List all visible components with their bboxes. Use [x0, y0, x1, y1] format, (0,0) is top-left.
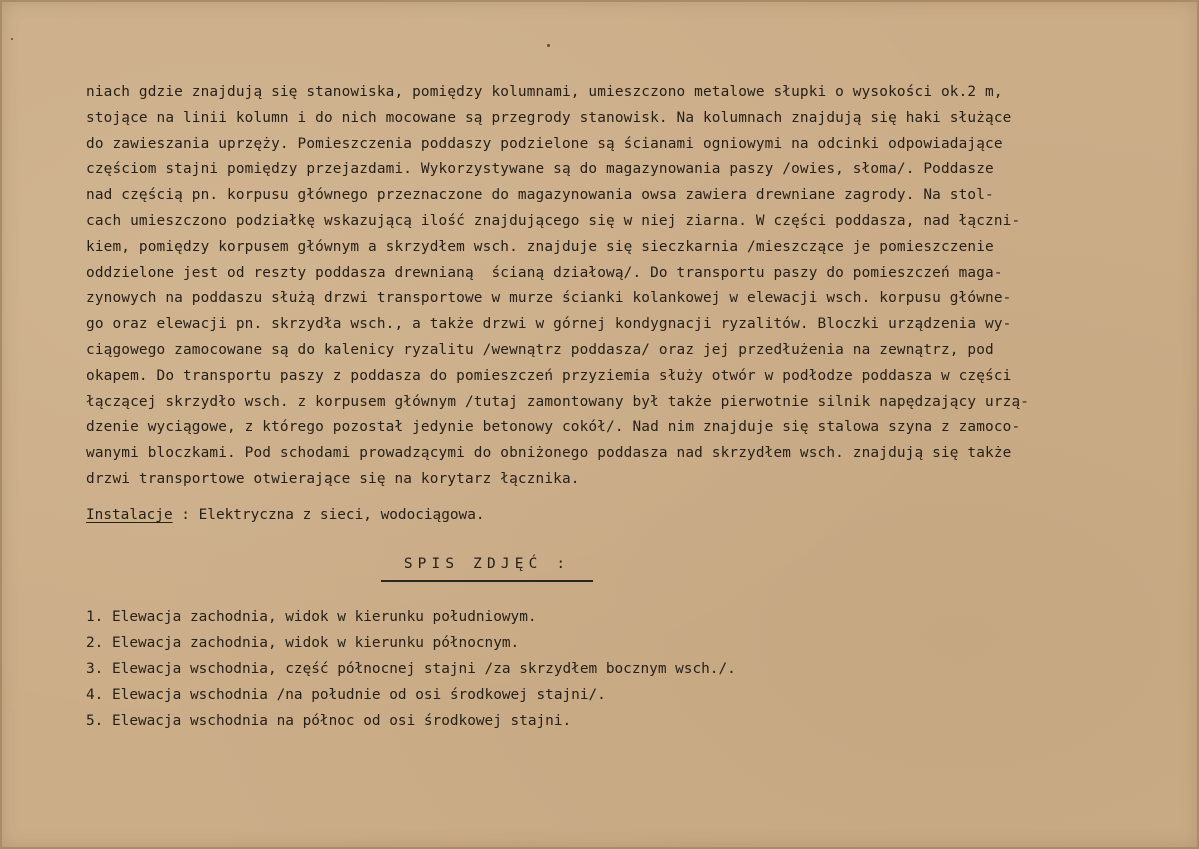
list-item: 5. Elewacja wschodnia na północ od osi środkowej stajni. [86, 713, 572, 729]
description-text [86, 80, 1156, 493]
text-line: drzwi transportowe otwierające się na korytarz łącznika. [86, 470, 580, 487]
list-item: 3. Elewacja wschodnia, część północnej stajni /za skrzydłem bocznym wsch./. [86, 661, 736, 677]
list-item: 4. Elewacja wschodnia /na południe od osi środkowej stajni/. [86, 687, 606, 703]
text-line: łączącej skrzydło wsch. z korpusem głównym /tutaj zamontowany był także pierwotnie silnik napędzający urzą- [86, 393, 1030, 410]
text-line: zynowych na poddaszu służą drzwi transportowe w murze ścianki kolankowej w elewacji wsch. korpusu główne- [86, 290, 1012, 307]
text-line: niach gdzie znajdują się stanowiska, pomiędzy kolumnami, umieszczono metalowe słupki o wysokości ok.2 m, [86, 84, 1003, 100]
photo-list-heading: SPIS ZDJĘĆ : [403, 556, 571, 572]
heading-underline [381, 580, 593, 582]
installations-line [86, 503, 485, 528]
list-item: 2. Elewacja zachodnia, widok w kierunku północnym. [86, 635, 520, 651]
text-line: ciągowego zamocowane są do kalenicy ryzalitu /wewnątrz poddasza/ oraz jej przedłużenia na zewnątrz, pod [86, 341, 994, 358]
installations-label: Instalacje [86, 507, 173, 523]
text-line: oddzielone jest od reszty poddasza drewnianą ścianą działową/. Do transportu paszy do pomieszczeń maga- [86, 264, 1003, 281]
text-line: nad częścią pn. korpusu głównego przeznaczone do magazynowania owsa zawiera drewniane zagrody. Na stol- [86, 187, 994, 204]
text-line: częściom stajni pomiędzy przejazdami. Wykorzystywane są do magazynowania paszy /owies, słoma/. Poddasze [86, 161, 994, 178]
list-item: 1. Elewacja zachodnia, widok w kierunku południowym. [86, 609, 537, 625]
text-line: stojące na linii kolumn i do nich mocowane są przegrody stanowisk. Na kolumnach znajdują się haki służące [86, 109, 1012, 126]
text-line: wanymi bloczkami. Pod schodami prowadzącymi do obniżonego poddasza nad skrzydłem wsch. znajdują się także [86, 445, 1012, 462]
paper-speck [11, 38, 13, 40]
text-line: kiem, pomiędzy korpusem głównym a skrzydłem wsch. znajduje się sieczkarnia /mieszczące je pomieszczenie [86, 238, 994, 255]
photo-list [86, 604, 736, 734]
text-line: okapem. Do transportu paszy z poddasza do pomieszczeń przyziemia służy otwór w podłodze poddasza w części [86, 367, 1012, 384]
text-line: do zawieszania uprzęży. Pomieszczenia poddaszy podzielone są ścianami ogniowymi na odcinki odpowiadające [86, 135, 1003, 152]
paper-speck [547, 44, 550, 47]
text-line: cach umieszczono podziałkę wskazującą ilość znajdującego się w niej ziarna. W części poddasza, nad łączni- [86, 212, 1021, 229]
text-line: go oraz elewacji pn. skrzydła wsch., a także drzwi w górnej kondygnacji ryzalitów. Bloczki urządzenia wy- [86, 316, 1012, 333]
installations-text: : Elektryczna z sieci, wodociągowa. [172, 507, 485, 523]
text-line: dzenie wyciągowe, z którego pozostał jedynie betonowy cokół/. Nad nim znajduje się stalowa szyna z zamoco- [86, 419, 1021, 436]
